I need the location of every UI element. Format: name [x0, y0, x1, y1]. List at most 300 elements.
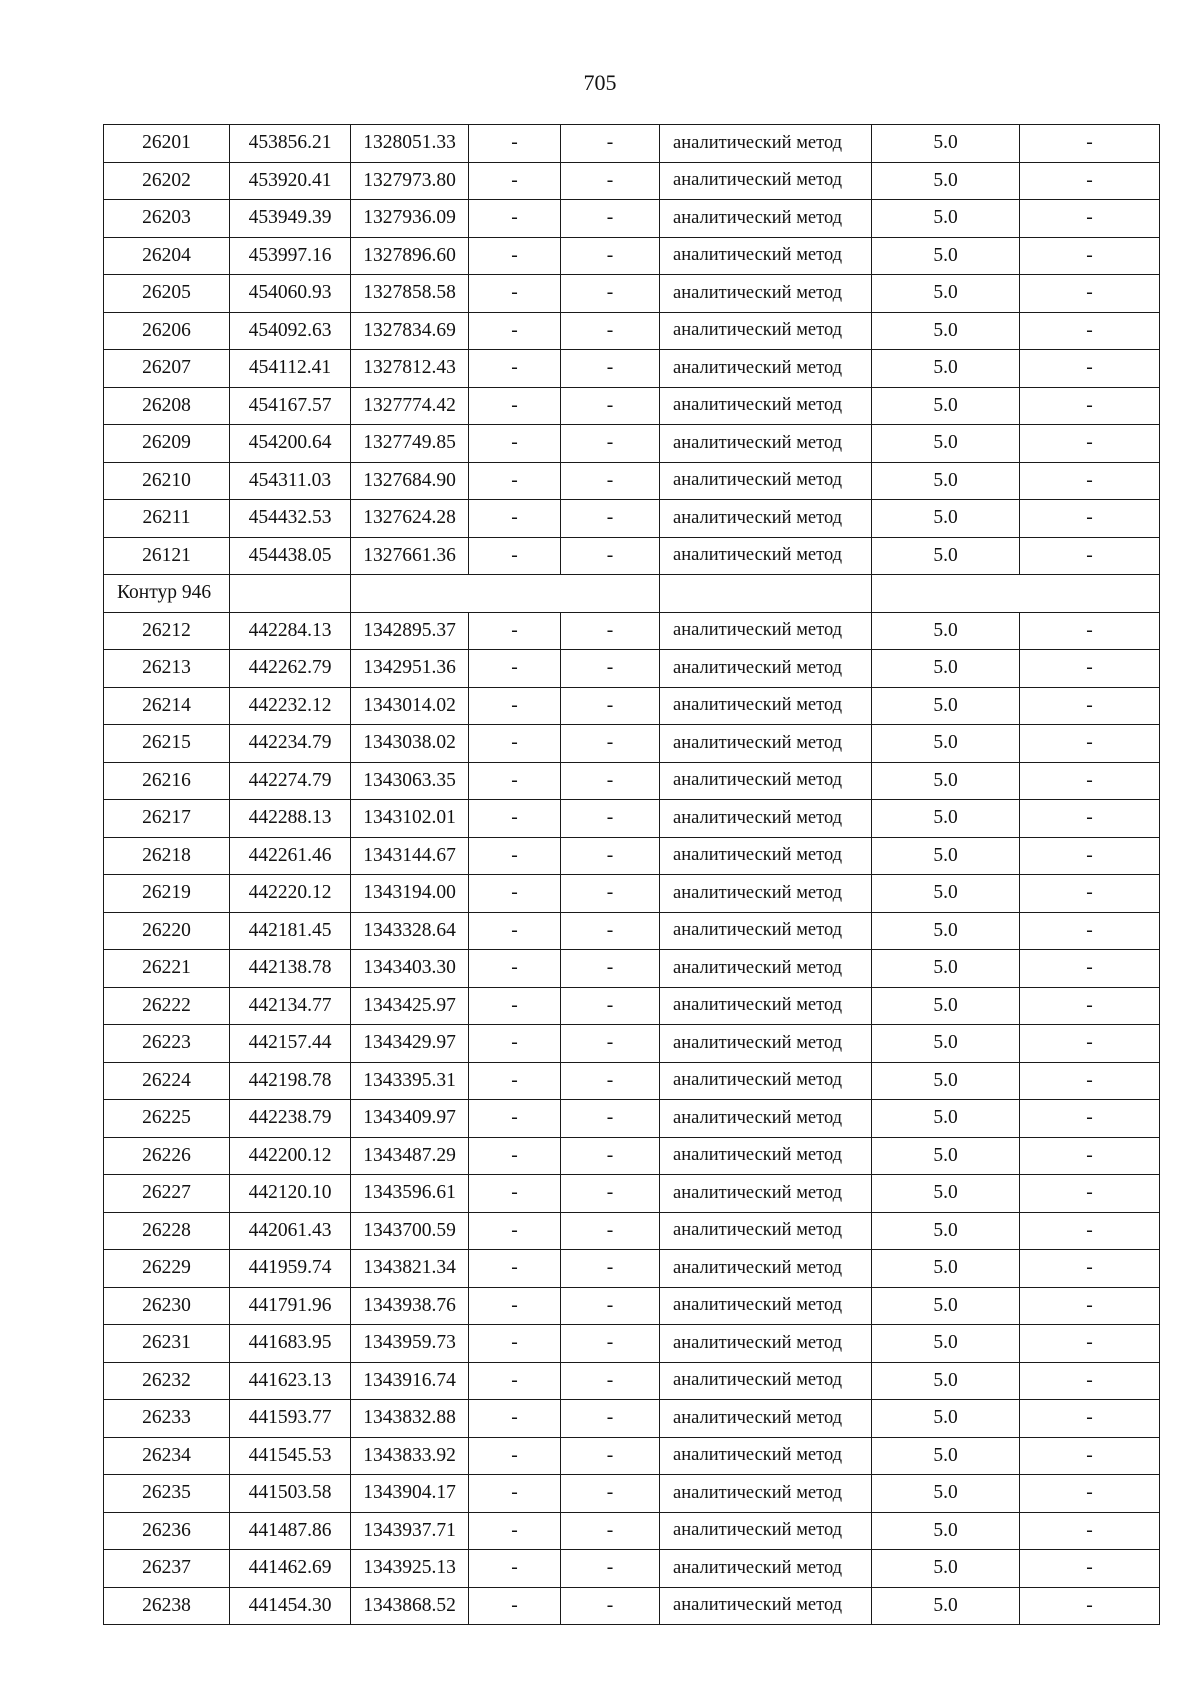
dash-cell: - — [469, 200, 561, 238]
method-cell: аналитический метод — [660, 950, 872, 988]
y-coordinate-cell: 1343833.92 — [351, 1437, 469, 1475]
dash-cell: - — [469, 1400, 561, 1438]
dash-cell: - — [561, 162, 660, 200]
method-cell: аналитический метод — [660, 1250, 872, 1288]
y-coordinate-cell: 1343403.30 — [351, 950, 469, 988]
method-cell: аналитический метод — [660, 1287, 872, 1325]
x-coordinate-cell: 441593.77 — [230, 1400, 351, 1438]
y-coordinate-cell: 1343425.97 — [351, 987, 469, 1025]
x-coordinate-cell: 441462.69 — [230, 1550, 351, 1588]
table-row — [104, 1250, 1160, 1288]
dash-cell: - — [1020, 1062, 1160, 1100]
dash-cell: - — [1020, 1250, 1160, 1288]
point-number-cell: 26212 — [104, 612, 230, 650]
point-number-cell: 26219 — [104, 875, 230, 913]
point-number-cell: 26214 — [104, 687, 230, 725]
dash-cell: - — [469, 387, 561, 425]
method-cell: аналитический метод — [660, 1475, 872, 1513]
point-number-cell: 26218 — [104, 837, 230, 875]
x-coordinate-cell: 442232.12 — [230, 687, 351, 725]
point-number-cell: 26228 — [104, 1212, 230, 1250]
table-row — [104, 1512, 1160, 1550]
dash-cell: - — [561, 1250, 660, 1288]
x-coordinate-cell: 453856.21 — [230, 125, 351, 163]
y-coordinate-cell: 1327684.90 — [351, 462, 469, 500]
x-coordinate-cell: 453949.39 — [230, 200, 351, 238]
accuracy-cell: 5.0 — [872, 1250, 1020, 1288]
point-number-cell: 26229 — [104, 1250, 230, 1288]
dash-cell: - — [561, 950, 660, 988]
point-number-cell: 26209 — [104, 425, 230, 463]
table-row — [104, 1437, 1160, 1475]
table-row — [104, 1212, 1160, 1250]
dash-cell: - — [1020, 950, 1160, 988]
point-number-cell: 26231 — [104, 1325, 230, 1363]
table-row — [104, 1550, 1160, 1588]
dash-cell: - — [469, 1100, 561, 1138]
table-body — [104, 125, 1160, 1625]
x-coordinate-cell: 441503.58 — [230, 1475, 351, 1513]
point-number-cell: 26203 — [104, 200, 230, 238]
x-coordinate-cell: 442262.79 — [230, 650, 351, 688]
dash-cell: - — [561, 350, 660, 388]
method-cell: аналитический метод — [660, 500, 872, 538]
dash-cell: - — [561, 462, 660, 500]
method-cell: аналитический метод — [660, 650, 872, 688]
accuracy-cell: 5.0 — [872, 875, 1020, 913]
x-coordinate-cell: 441545.53 — [230, 1437, 351, 1475]
dash-cell: - — [561, 875, 660, 913]
y-coordinate-cell: 1343700.59 — [351, 1212, 469, 1250]
y-coordinate-cell: 1343102.01 — [351, 800, 469, 838]
accuracy-cell: 5.0 — [872, 425, 1020, 463]
table-row — [104, 275, 1160, 313]
dash-cell: - — [469, 162, 561, 200]
dash-cell: - — [1020, 1287, 1160, 1325]
point-number-cell: 26238 — [104, 1587, 230, 1625]
accuracy-cell: 5.0 — [872, 987, 1020, 1025]
dash-cell: - — [469, 725, 561, 763]
y-coordinate-cell: 1343596.61 — [351, 1175, 469, 1213]
table-row — [104, 1587, 1160, 1625]
y-coordinate-cell: 1343938.76 — [351, 1287, 469, 1325]
dash-cell: - — [469, 1512, 561, 1550]
dash-cell: - — [469, 1362, 561, 1400]
dash-cell: - — [469, 950, 561, 988]
dash-cell: - — [561, 1437, 660, 1475]
dash-cell: - — [469, 275, 561, 313]
y-coordinate-cell: 1343194.00 — [351, 875, 469, 913]
dash-cell: - — [561, 425, 660, 463]
x-coordinate-cell: 442234.79 — [230, 725, 351, 763]
dash-cell: - — [561, 800, 660, 838]
point-number-cell: 26206 — [104, 312, 230, 350]
x-coordinate-cell: 442200.12 — [230, 1137, 351, 1175]
method-cell: аналитический метод — [660, 1100, 872, 1138]
y-coordinate-cell: 1327749.85 — [351, 425, 469, 463]
table-row — [104, 350, 1160, 388]
dash-cell: - — [1020, 987, 1160, 1025]
y-coordinate-cell: 1343429.97 — [351, 1025, 469, 1063]
table-row — [104, 1362, 1160, 1400]
dash-cell: - — [469, 687, 561, 725]
dash-cell: - — [1020, 200, 1160, 238]
dash-cell: - — [561, 1400, 660, 1438]
method-cell: аналитический метод — [660, 1325, 872, 1363]
dash-cell: - — [1020, 1175, 1160, 1213]
x-coordinate-cell: 442261.46 — [230, 837, 351, 875]
dash-cell: - — [1020, 500, 1160, 538]
x-coordinate-cell: 454432.53 — [230, 500, 351, 538]
dash-cell: - — [1020, 125, 1160, 163]
dash-cell: - — [1020, 1212, 1160, 1250]
point-number-cell: 26217 — [104, 800, 230, 838]
method-cell: аналитический метод — [660, 875, 872, 913]
y-coordinate-cell: 1342895.37 — [351, 612, 469, 650]
dash-cell: - — [1020, 1137, 1160, 1175]
dash-cell: - — [561, 650, 660, 688]
x-coordinate-cell: 453920.41 — [230, 162, 351, 200]
method-cell: аналитический метод — [660, 200, 872, 238]
accuracy-cell: 5.0 — [872, 462, 1020, 500]
table-row — [104, 687, 1160, 725]
dash-cell: - — [1020, 162, 1160, 200]
x-coordinate-cell: 442274.79 — [230, 762, 351, 800]
dash-cell: - — [469, 350, 561, 388]
dash-cell: - — [1020, 350, 1160, 388]
method-cell: аналитический метод — [660, 1175, 872, 1213]
table-row — [104, 462, 1160, 500]
accuracy-cell: 5.0 — [872, 1362, 1020, 1400]
dash-cell: - — [1020, 1550, 1160, 1588]
dash-cell: - — [469, 125, 561, 163]
point-number-cell: 26230 — [104, 1287, 230, 1325]
dash-cell: - — [561, 387, 660, 425]
dash-cell: - — [469, 312, 561, 350]
dash-cell: - — [561, 837, 660, 875]
empty-cell — [660, 575, 872, 613]
point-number-cell: 26211 — [104, 500, 230, 538]
point-number-cell: 26235 — [104, 1475, 230, 1513]
y-coordinate-cell: 1343925.13 — [351, 1550, 469, 1588]
table-row — [104, 650, 1160, 688]
dash-cell: - — [1020, 912, 1160, 950]
method-cell: аналитический метод — [660, 425, 872, 463]
dash-cell: - — [1020, 687, 1160, 725]
dash-cell: - — [561, 275, 660, 313]
y-coordinate-cell: 1327624.28 — [351, 500, 469, 538]
dash-cell: - — [561, 537, 660, 575]
accuracy-cell: 5.0 — [872, 1437, 1020, 1475]
x-coordinate-cell: 442061.43 — [230, 1212, 351, 1250]
dash-cell: - — [469, 425, 561, 463]
y-coordinate-cell: 1343038.02 — [351, 725, 469, 763]
coordinates-table — [103, 124, 1160, 1625]
empty-cell — [351, 575, 660, 613]
accuracy-cell: 5.0 — [872, 1100, 1020, 1138]
dash-cell: - — [1020, 237, 1160, 275]
y-coordinate-cell: 1327896.60 — [351, 237, 469, 275]
dash-cell: - — [561, 1287, 660, 1325]
dash-cell: - — [469, 1437, 561, 1475]
accuracy-cell: 5.0 — [872, 1512, 1020, 1550]
x-coordinate-cell: 442120.10 — [230, 1175, 351, 1213]
y-coordinate-cell: 1343409.97 — [351, 1100, 469, 1138]
accuracy-cell: 5.0 — [872, 312, 1020, 350]
x-coordinate-cell: 442181.45 — [230, 912, 351, 950]
y-coordinate-cell: 1343014.02 — [351, 687, 469, 725]
method-cell: аналитический метод — [660, 312, 872, 350]
method-cell: аналитический метод — [660, 1437, 872, 1475]
dash-cell: - — [469, 650, 561, 688]
table-row — [104, 800, 1160, 838]
dash-cell: - — [561, 1025, 660, 1063]
x-coordinate-cell: 442288.13 — [230, 800, 351, 838]
dash-cell: - — [561, 1100, 660, 1138]
y-coordinate-cell: 1343144.67 — [351, 837, 469, 875]
dash-cell: - — [561, 612, 660, 650]
table-row — [104, 387, 1160, 425]
table-row — [104, 237, 1160, 275]
method-cell: аналитический метод — [660, 162, 872, 200]
y-coordinate-cell: 1343916.74 — [351, 1362, 469, 1400]
dash-cell: - — [1020, 537, 1160, 575]
point-number-cell: 26220 — [104, 912, 230, 950]
empty-cell — [230, 575, 351, 613]
x-coordinate-cell: 453997.16 — [230, 237, 351, 275]
dash-cell: - — [561, 1175, 660, 1213]
y-coordinate-cell: 1327973.80 — [351, 162, 469, 200]
accuracy-cell: 5.0 — [872, 1475, 1020, 1513]
accuracy-cell: 5.0 — [872, 1212, 1020, 1250]
point-number-cell: 26204 — [104, 237, 230, 275]
dash-cell: - — [469, 1550, 561, 1588]
point-number-cell: 26202 — [104, 162, 230, 200]
table-row — [104, 1175, 1160, 1213]
dash-cell: - — [561, 312, 660, 350]
accuracy-cell: 5.0 — [872, 612, 1020, 650]
point-number-cell: 26236 — [104, 1512, 230, 1550]
point-number-cell: 26233 — [104, 1400, 230, 1438]
y-coordinate-cell: 1327661.36 — [351, 537, 469, 575]
dash-cell: - — [469, 1325, 561, 1363]
table-row — [104, 837, 1160, 875]
dash-cell: - — [469, 537, 561, 575]
accuracy-cell: 5.0 — [872, 687, 1020, 725]
accuracy-cell: 5.0 — [872, 1137, 1020, 1175]
table-row — [104, 537, 1160, 575]
table-row — [104, 875, 1160, 913]
point-number-cell: 26227 — [104, 1175, 230, 1213]
dash-cell: - — [561, 687, 660, 725]
dash-cell: - — [561, 1512, 660, 1550]
method-cell: аналитический метод — [660, 1587, 872, 1625]
method-cell: аналитический метод — [660, 1512, 872, 1550]
dash-cell: - — [561, 1137, 660, 1175]
point-number-cell: 26222 — [104, 987, 230, 1025]
x-coordinate-cell: 441959.74 — [230, 1250, 351, 1288]
accuracy-cell: 5.0 — [872, 800, 1020, 838]
dash-cell: - — [1020, 387, 1160, 425]
table-row — [104, 500, 1160, 538]
table-row — [104, 162, 1160, 200]
accuracy-cell: 5.0 — [872, 1550, 1020, 1588]
dash-cell: - — [561, 1587, 660, 1625]
dash-cell: - — [469, 1025, 561, 1063]
dash-cell: - — [1020, 275, 1160, 313]
accuracy-cell: 5.0 — [872, 275, 1020, 313]
table-row — [104, 1325, 1160, 1363]
dash-cell: - — [1020, 1362, 1160, 1400]
x-coordinate-cell: 442198.78 — [230, 1062, 351, 1100]
dash-cell: - — [469, 1475, 561, 1513]
empty-cell — [872, 575, 1160, 613]
dash-cell: - — [1020, 1400, 1160, 1438]
x-coordinate-cell: 442284.13 — [230, 612, 351, 650]
dash-cell: - — [469, 1212, 561, 1250]
accuracy-cell: 5.0 — [872, 237, 1020, 275]
method-cell: аналитический метод — [660, 1137, 872, 1175]
dash-cell: - — [1020, 462, 1160, 500]
accuracy-cell: 5.0 — [872, 125, 1020, 163]
dash-cell: - — [469, 462, 561, 500]
accuracy-cell: 5.0 — [872, 200, 1020, 238]
table-row — [104, 1100, 1160, 1138]
dash-cell: - — [469, 1587, 561, 1625]
y-coordinate-cell: 1343328.64 — [351, 912, 469, 950]
y-coordinate-cell: 1343395.31 — [351, 1062, 469, 1100]
dash-cell: - — [1020, 612, 1160, 650]
dash-cell: - — [561, 1362, 660, 1400]
table-row — [104, 725, 1160, 763]
dash-cell: - — [1020, 1325, 1160, 1363]
accuracy-cell: 5.0 — [872, 912, 1020, 950]
dash-cell: - — [469, 837, 561, 875]
accuracy-cell: 5.0 — [872, 950, 1020, 988]
x-coordinate-cell: 454167.57 — [230, 387, 351, 425]
dash-cell: - — [561, 912, 660, 950]
method-cell: аналитический метод — [660, 725, 872, 763]
dash-cell: - — [561, 237, 660, 275]
accuracy-cell: 5.0 — [872, 1400, 1020, 1438]
accuracy-cell: 5.0 — [872, 1175, 1020, 1213]
accuracy-cell: 5.0 — [872, 837, 1020, 875]
method-cell: аналитический метод — [660, 387, 872, 425]
dash-cell: - — [469, 1137, 561, 1175]
dash-cell: - — [1020, 800, 1160, 838]
accuracy-cell: 5.0 — [872, 650, 1020, 688]
point-number-cell: 26215 — [104, 725, 230, 763]
point-number-cell: 26221 — [104, 950, 230, 988]
x-coordinate-cell: 442220.12 — [230, 875, 351, 913]
accuracy-cell: 5.0 — [872, 1287, 1020, 1325]
dash-cell: - — [1020, 1587, 1160, 1625]
table-row — [104, 987, 1160, 1025]
accuracy-cell: 5.0 — [872, 537, 1020, 575]
x-coordinate-cell: 441487.86 — [230, 1512, 351, 1550]
dash-cell: - — [469, 1062, 561, 1100]
y-coordinate-cell: 1327858.58 — [351, 275, 469, 313]
method-cell: аналитический метод — [660, 1362, 872, 1400]
table-row — [104, 125, 1160, 163]
method-cell: аналитический метод — [660, 837, 872, 875]
accuracy-cell: 5.0 — [872, 725, 1020, 763]
dash-cell: - — [469, 237, 561, 275]
dash-cell: - — [1020, 762, 1160, 800]
dash-cell: - — [561, 1325, 660, 1363]
dash-cell: - — [469, 1250, 561, 1288]
table-row — [104, 1475, 1160, 1513]
accuracy-cell: 5.0 — [872, 162, 1020, 200]
table-row — [104, 950, 1160, 988]
dash-cell: - — [469, 912, 561, 950]
x-coordinate-cell: 454438.05 — [230, 537, 351, 575]
accuracy-cell: 5.0 — [872, 500, 1020, 538]
point-number-cell: 26234 — [104, 1437, 230, 1475]
accuracy-cell: 5.0 — [872, 1587, 1020, 1625]
point-number-cell: 26210 — [104, 462, 230, 500]
dash-cell: - — [1020, 1475, 1160, 1513]
method-cell: аналитический метод — [660, 125, 872, 163]
dash-cell: - — [469, 800, 561, 838]
table-row — [104, 1137, 1160, 1175]
x-coordinate-cell: 441683.95 — [230, 1325, 351, 1363]
dash-cell: - — [561, 762, 660, 800]
dash-cell: - — [469, 875, 561, 913]
accuracy-cell: 5.0 — [872, 762, 1020, 800]
point-number-cell: 26232 — [104, 1362, 230, 1400]
point-number-cell: 26213 — [104, 650, 230, 688]
dash-cell: - — [1020, 837, 1160, 875]
table-row — [104, 612, 1160, 650]
y-coordinate-cell: 1328051.33 — [351, 125, 469, 163]
table-row — [104, 762, 1160, 800]
page-number: 705 — [583, 70, 617, 95]
dash-cell: - — [469, 987, 561, 1025]
dash-cell: - — [469, 762, 561, 800]
x-coordinate-cell: 441791.96 — [230, 1287, 351, 1325]
x-coordinate-cell: 441623.13 — [230, 1362, 351, 1400]
point-number-cell: 26226 — [104, 1137, 230, 1175]
dash-cell: - — [561, 1062, 660, 1100]
point-number-cell: 26208 — [104, 387, 230, 425]
point-number-cell: 26205 — [104, 275, 230, 313]
dash-cell: - — [1020, 875, 1160, 913]
method-cell: аналитический метод — [660, 462, 872, 500]
contour-label: Контур 946 — [104, 575, 230, 613]
table-row — [104, 1287, 1160, 1325]
point-number-cell: 26223 — [104, 1025, 230, 1063]
table-row — [104, 1025, 1160, 1063]
point-number-cell: 26121 — [104, 537, 230, 575]
y-coordinate-cell: 1343868.52 — [351, 1587, 469, 1625]
y-coordinate-cell: 1343832.88 — [351, 1400, 469, 1438]
method-cell: аналитический метод — [660, 987, 872, 1025]
method-cell: аналитический метод — [660, 1550, 872, 1588]
point-number-cell: 26201 — [104, 125, 230, 163]
dash-cell: - — [469, 1175, 561, 1213]
y-coordinate-cell: 1327936.09 — [351, 200, 469, 238]
accuracy-cell: 5.0 — [872, 1025, 1020, 1063]
dash-cell: - — [1020, 425, 1160, 463]
x-coordinate-cell: 454200.64 — [230, 425, 351, 463]
point-number-cell: 26224 — [104, 1062, 230, 1100]
y-coordinate-cell: 1343959.73 — [351, 1325, 469, 1363]
point-number-cell: 26216 — [104, 762, 230, 800]
x-coordinate-cell: 454112.41 — [230, 350, 351, 388]
method-cell: аналитический метод — [660, 1025, 872, 1063]
method-cell: аналитический метод — [660, 912, 872, 950]
